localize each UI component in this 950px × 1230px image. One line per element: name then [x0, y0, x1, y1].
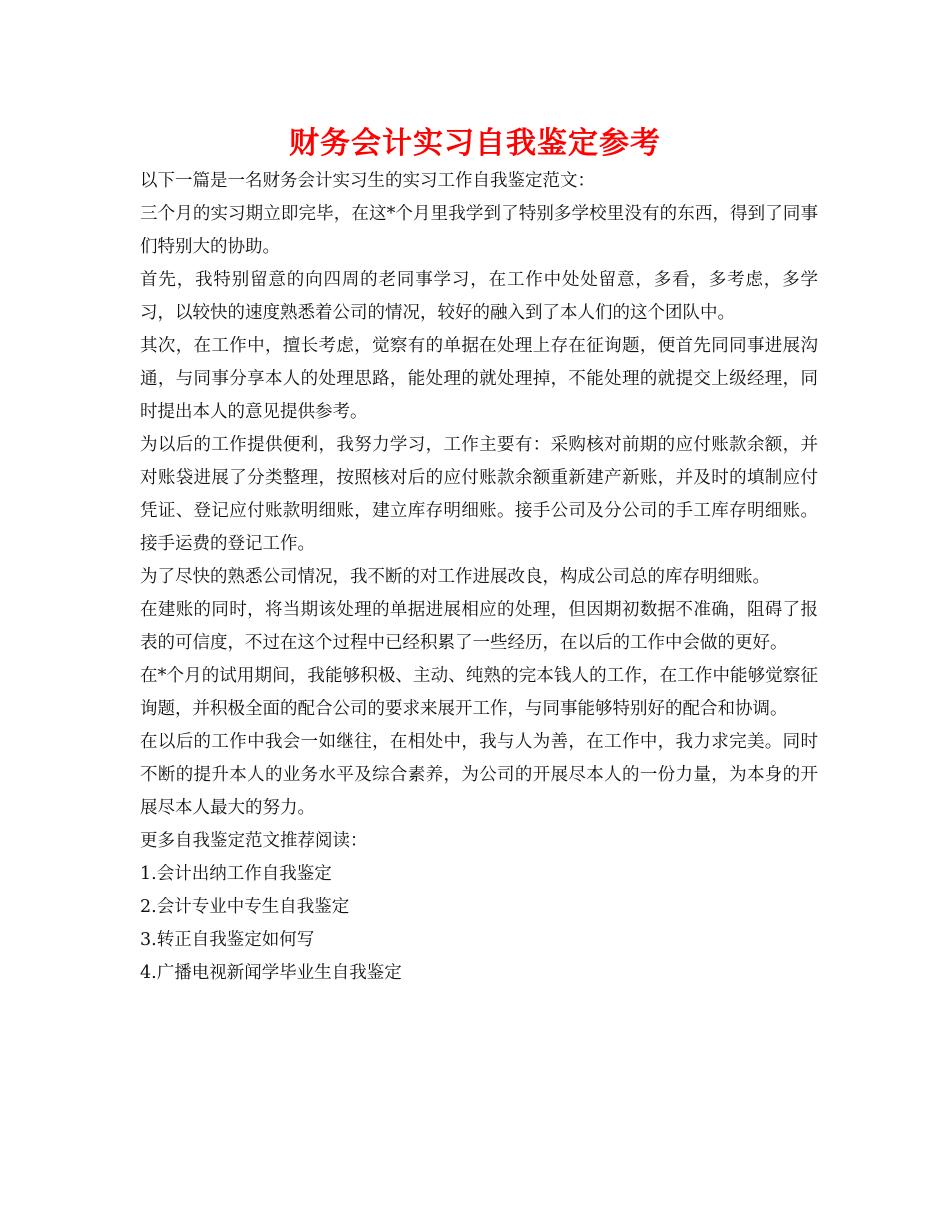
work-duties-paragraph: 为以后的工作提供便利，我努力学习，工作主要有：采购核对前期的应付账款余额，并对账袋进展了分类整理，按照核对后的应付账款余额重新建产新账，并及时的填制应付凭证、登记应付账款明细账，建立库存明细账。接手公司及分公司的手工库存明细账。接手运费的登记工作。 — [140, 435, 818, 554]
list-item[interactable]: 2.会计专业中专生自我鉴定 — [140, 897, 350, 917]
internship-summary-paragraph: 三个月的实习期立即完毕，在这*个月里我学到了特别多学校里没有的东西，得到了同事们特别大的协助。 — [140, 204, 818, 257]
problem-solving-paragraph: 其次，在工作中，擅长考虑，觉察有的单据在处理上存在征询题，便首先同同事进展沟通，与同事分享本人的处理思路，能处理的就处理掉，不能处理的就提交上级经理，同时提出本人的意见提供参考。 — [140, 336, 818, 422]
probation-paragraph: 在*个月的试用期间，我能够积极、主动、纯熟的完本钱人的工作，在工作中能够觉察征询题，并积极全面的配合公司的要求来展开工作，与同事能够特别好的配合和协调。 — [140, 666, 818, 719]
improvement-paragraph: 为了尽快的熟悉公司情况，我不断的对工作进展改良，构成公司总的库存明细账。 — [140, 567, 770, 587]
recommended-reading-heading: 更多自我鉴定范文推荐阅读： — [140, 831, 368, 851]
related-articles-list — [140, 858, 818, 990]
future-paragraph: 在以后的工作中我会一如继往，在相处中，我与人为善，在工作中，我力求完美。同时不断的提升本人的业务水平及综合素养，为公司的开展尽本人的一份力量，为本身的开展尽本人最大的努力。 — [140, 732, 818, 818]
list-item[interactable]: 3.转正自我鉴定如何写 — [140, 930, 315, 950]
list-item[interactable]: 4.广播电视新闻学毕业生自我鉴定 — [140, 963, 402, 983]
bookkeeping-paragraph: 在建账的同时，将当期该处理的单据进展相应的处理，但因期初数据不准确，阻碍了报表的可信度，不过在这个过程中已经积累了一些经历，在以后的工作中会做的更好。 — [140, 600, 818, 653]
learning-paragraph: 首先，我特别留意的向四周的老同事学习，在工作中处处留意，多看，多考虑，多学习，以较快的速度熟悉着公司的情况，较好的融入到了本人们的这个团队中。 — [140, 270, 818, 323]
document-title: 财务会计实习自我鉴定参考 — [289, 126, 661, 161]
document-body — [140, 165, 818, 990]
intro-paragraph: 以下一篇是一名财务会计实习生的实习工作自我鉴定范文： — [140, 171, 595, 191]
list-item[interactable]: 1.会计出纳工作自我鉴定 — [140, 864, 332, 884]
